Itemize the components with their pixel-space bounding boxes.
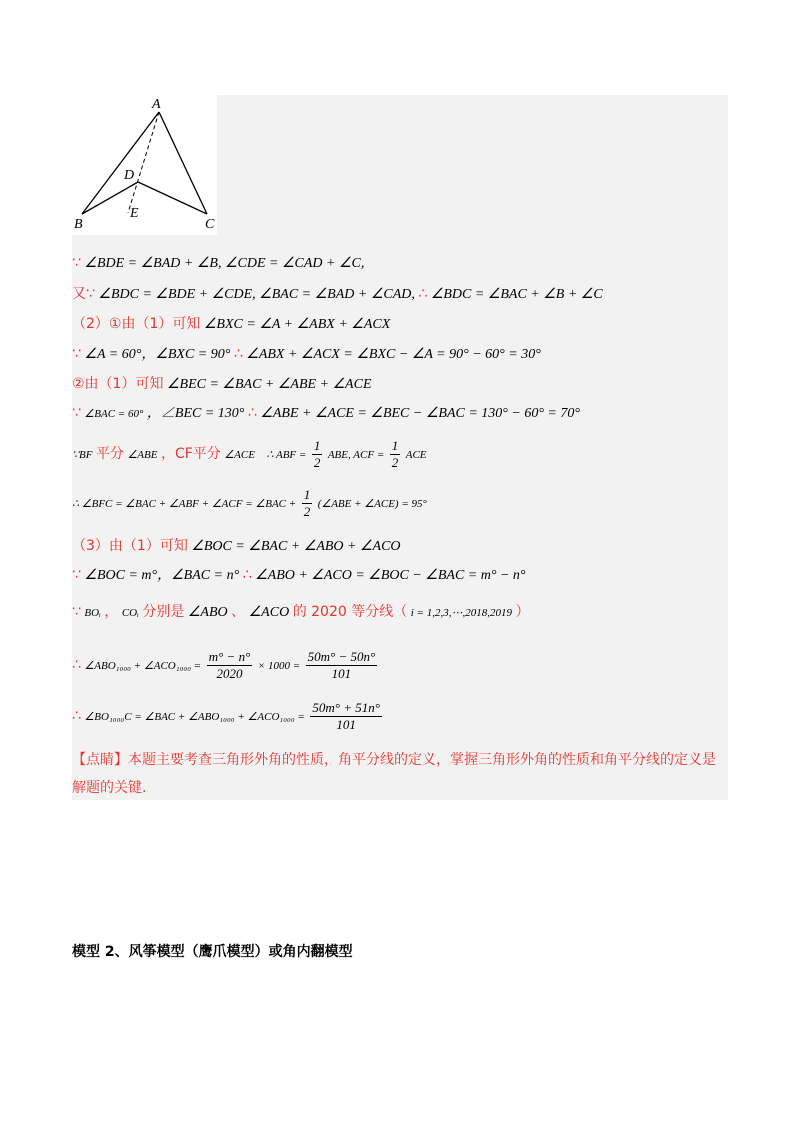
step-line-2: 又∵ ∠BDC = ∠BDE + ∠CDE, ∠BAC = ∠BAD + ∠CAD, ∴ ∠BDC = ∠BAC + ∠B + ∠C	[72, 286, 603, 302]
label-d: D	[124, 168, 135, 183]
step-line-11: ∵ BOᵢ ， COᵢ 分别是 ∠ABO 、 ∠ACO 的 2020 等分线（ i = 1,2,3,⋯,2018,2019 ）	[72, 604, 530, 620]
section-heading: 模型 2、风筝模型（鹰爪模型）或角内翻模型	[72, 944, 353, 960]
fraction: $\frac{50m^\circ + 51n^\circ}{101}$	[312, 700, 380, 733]
label-c: C	[205, 217, 215, 232]
fraction: $\frac{50m^\circ - 50n^\circ}{101}$	[307, 649, 376, 682]
fraction-half: $\frac{1}{2}$	[303, 487, 311, 520]
step-line-8: ∴ ∠BFC = ∠BAC + ∠ABF + ∠ACF = ∠BAC + $\frac{1}{2}$ (∠ABE + ∠ACE) = 95°	[72, 487, 427, 520]
geometry-figure	[72, 95, 217, 235]
step-line-9: （3）由（1）可知 ∠BOC = ∠BAC + ∠ABO + ∠ACO	[72, 538, 401, 554]
key-point-note: 【点睛】本题主要考查三角形外角的性质，角平分线的定义，掌握三角形外角的性质和角平分线的定义是解题的关键.	[72, 752, 716, 796]
step-line-12: ∴ ∠ABO₁₀₀₀ + ∠ACO₁₀₀₀ = $\frac{m^\circ - n^\circ}{2020}$ × 1000 = $\frac{50m^\circ - 50n^\circ}{101}$	[72, 649, 376, 682]
step-line-5: ②由（1）可知 ∠BEC = ∠BAC + ∠ABE + ∠ACE	[72, 376, 372, 392]
step-line-6: ∵ ∠BAC = 60° ，∠BEC = 130° ∴ ∠ABE + ∠ACE = ∠BEC − ∠BAC = 130° − 60° = 70°	[72, 405, 580, 421]
label-b: B	[74, 217, 83, 232]
label-a: A	[152, 97, 161, 112]
step-line-3: （2）①由（1）可知 ∠BXC = ∠A + ∠ABX + ∠ACX	[72, 316, 391, 332]
step-line-7: ∵BF 平分 ∠ABE ，CF平分 ∠ACE ∴ ABF = $\frac{1}{2}$ ABE, ACF = $\frac{1}{2}$ ACE	[72, 438, 427, 471]
fraction-half: $\frac{1}{2}$	[391, 438, 399, 471]
triangle-diagram	[72, 95, 217, 235]
label-e: E	[130, 206, 139, 221]
step-line-10: ∵ ∠BOC = m°，∠BAC = n° ∴ ∠ABO + ∠ACO = ∠BOC − ∠BAC = m° − n°	[72, 567, 526, 583]
step-line-1: ∵ ∠BDE = ∠BAD + ∠B, ∠CDE = ∠CAD + ∠C,	[72, 255, 365, 271]
step-line-4: ∵ ∠A = 60°，∠BXC = 90° ∴ ∠ABX + ∠ACX = ∠BXC − ∠A = 90° − 60° = 30°	[72, 346, 541, 362]
fraction: $\frac{m^\circ - n^\circ}{2020}$	[208, 649, 251, 682]
step-line-13: ∴ ∠BO₁₀₀₀C = ∠BAC + ∠ABO₁₀₀₀ + ∠ACO₁₀₀₀ = $\frac{50m^\circ + 51n^\circ}{101}$	[72, 700, 380, 733]
fraction-half: $\frac{1}{2}$	[313, 438, 321, 471]
